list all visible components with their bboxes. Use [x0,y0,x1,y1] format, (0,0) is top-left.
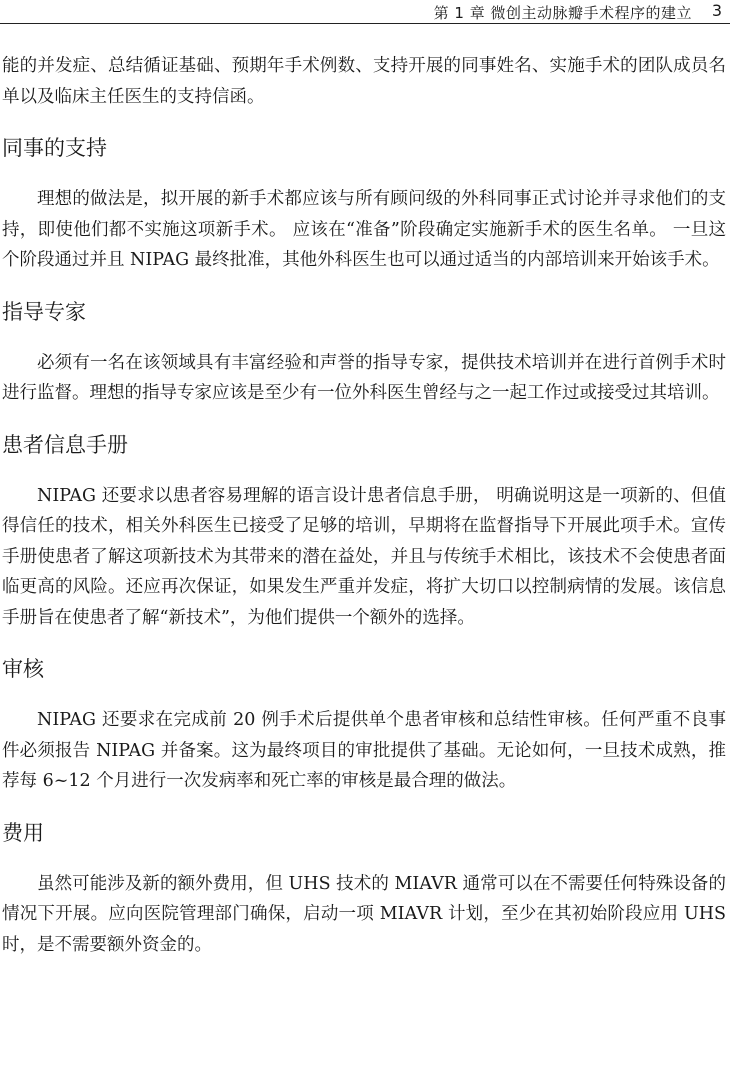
paragraph-mentor: 必须有一名在该领域具有丰富经验和声誉的指导专家，提供技术培训并在进行首例手术时进行监督。理想的指导专家应该是至少有一位外科医生曾经与之一起工作过或接受过其培训。 [2,352,726,403]
paragraph-audit: NIPAG 还要求在完成前 20 例手术后提供单个患者审核和总结性审核。任何严重不良事件必须报告 NIPAG 并备案。这为最终项目的审批提供了基础。无论如何，一旦技术成熟，推荐每 6~12 个月进行一次发病率和死亡率的审核是最合理的做法。 [2,710,726,791]
intro-paragraph: 能的并发症、总结循证基础、预期年手术例数、支持开展的同事姓名、实施手术的团队成员名单以及临床主任医生的支持信函。 [2,56,726,107]
paragraph-cost: 虽然可能涉及新的额外费用，但 UHS 技术的 MIAVR 通常可以在不需要任何特殊设备的情况下开展。应向医院管理部门确保，启动一项 MIAVR 计划，至少在其初始阶段应用 UHS 时，是不需要额外资金的。 [2,873,726,955]
page-body [2,51,726,960]
section-heading-cost: 费用 [2,820,44,845]
page-header [0,0,730,24]
section-heading-audit: 审核 [2,657,44,681]
page-number: 3 [711,1,722,20]
section-heading-mentor: 指导专家 [2,299,86,324]
section-heading-colleague-support: 同事的支持 [2,136,107,160]
section-heading-patient-leaflet: 患者信息手册 [2,432,128,457]
paragraph-patient-leaflet: NIPAG 还要求以患者容易理解的语言设计患者信息手册， 明确说明这是一项新的、但值得信任的技术，相关外科医生已接受了足够的培训，早期将在监督指导下开展此项手术。宣传手册使患者了解这项新技术为其带来的潜在益处，并且与传统手术相比，该技术不会使患者面临更高的风险。还应再次保证，如果发生严重并发症，将扩大切口以控制病情的发展。该信息手册旨在使患者了解“新技术”，为他们提供一个额外的选择。 [2,485,726,628]
paragraph-colleague-support: 理想的做法是，拟开展的新手术都应该与所有顾问级的外科同事正式讨论并寻求他们的支持，即使他们都不实施这项新手术。 应该在“准备”阶段确定实施新手术的医生名单。 一旦这个阶段通过并且 NIPAG 最终批准，其他外科医生也可以通过适当的内部培训来开始该手术。 [2,189,726,270]
running-title: 第 1 章 微创主动脉瓣手术程序的建立 [433,4,692,22]
